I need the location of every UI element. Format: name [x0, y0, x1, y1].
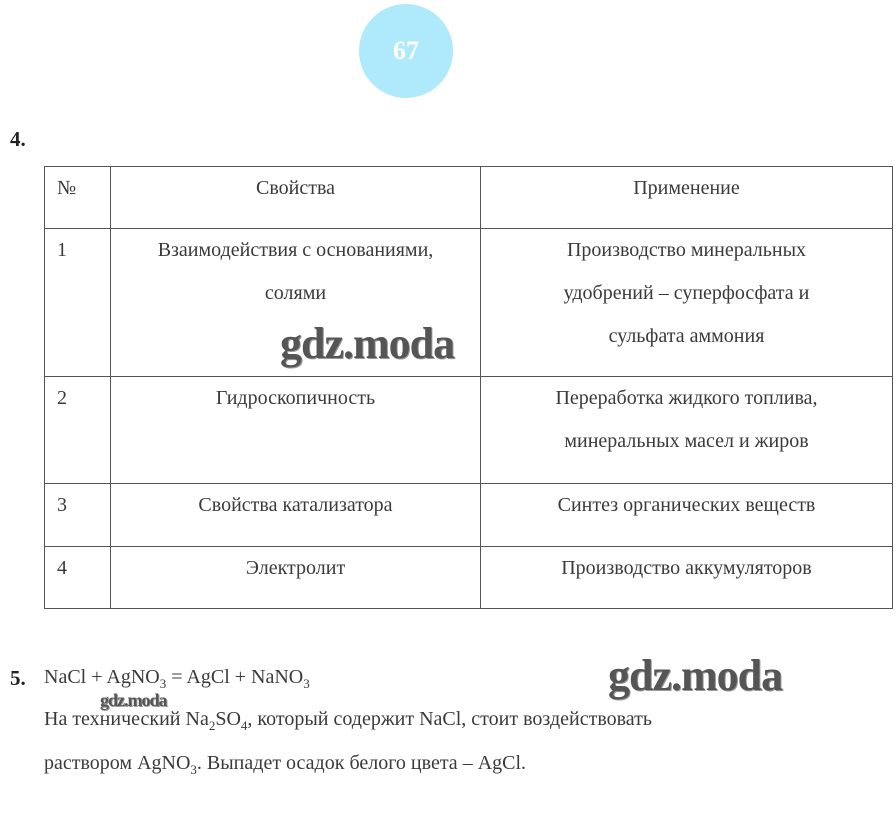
- subscript: 3: [303, 676, 310, 691]
- text-line: удобрений – суперфосфата и: [563, 282, 810, 304]
- text: , который содержит NaCl, стоит воздействовать: [247, 708, 653, 730]
- row-application: [481, 377, 893, 484]
- text: На технический Na: [44, 708, 209, 730]
- task-4-number: 4.: [10, 127, 26, 151]
- row-property: Электролит: [111, 547, 481, 609]
- page-number-badge: 67: [359, 4, 453, 98]
- text-line: минеральных масел и жиров: [564, 430, 809, 452]
- equation: [44, 666, 310, 692]
- table-row: [45, 377, 893, 484]
- watermark: gdz.moda: [280, 319, 455, 368]
- row-application: Производство аккумуляторов: [481, 547, 893, 609]
- subscript: 3: [190, 762, 197, 777]
- text-line: Переработка жидкого топлива,: [555, 387, 818, 409]
- text-line: Гидроскопичность: [215, 387, 376, 409]
- header-number: №: [45, 167, 111, 229]
- task-5-number: 5.: [10, 666, 26, 690]
- text: . Выпадет осадок белого цвета – AgCl.: [196, 752, 527, 774]
- watermark: gdz.moda: [608, 651, 783, 700]
- subscript: 3: [159, 676, 167, 691]
- subscript: 2: [208, 718, 216, 733]
- text-line: Взаимодействия с основаниями,: [157, 239, 434, 261]
- row-application: [481, 229, 893, 377]
- text-line: сульфата аммония: [608, 325, 765, 347]
- watermark: gdz.moda: [100, 690, 167, 710]
- row-property: [111, 377, 481, 484]
- row-number: 1: [45, 229, 111, 377]
- text: раствором AgNO: [44, 752, 191, 774]
- text: SO: [215, 708, 241, 730]
- row-property: Свойства катализатора: [111, 484, 481, 547]
- text: NaCl + AgNO: [44, 666, 160, 688]
- text-line: солями: [264, 282, 327, 304]
- table-row: [45, 229, 893, 377]
- row-application: Синтез органических веществ: [481, 484, 893, 547]
- table-row: [45, 547, 893, 609]
- text: = AgCl + NaNO: [166, 666, 304, 688]
- subscript: 4: [240, 718, 248, 733]
- table-header-row: [45, 167, 893, 229]
- row-number: 2: [45, 377, 111, 484]
- row-number: 3: [45, 484, 111, 547]
- explanation-line-2: [44, 752, 526, 778]
- explanation-line-1: [44, 708, 652, 734]
- properties-table: [44, 166, 893, 609]
- text-line: Производство минеральных: [566, 239, 807, 261]
- header-properties: Свойства: [111, 167, 481, 229]
- table-row: [45, 484, 893, 547]
- row-number: 4: [45, 547, 111, 609]
- header-application: Применение: [481, 167, 893, 229]
